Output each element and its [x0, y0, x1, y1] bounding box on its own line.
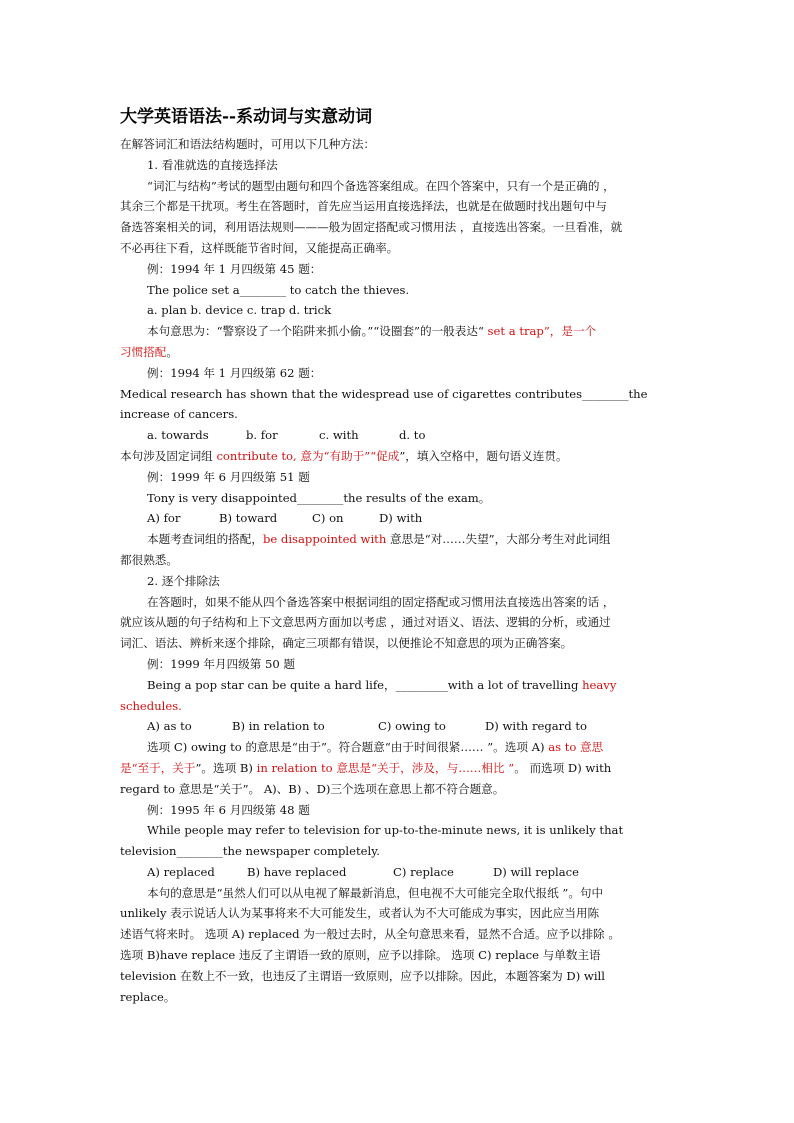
explanation-text: 。 而选项 D) with	[514, 760, 612, 775]
example-choices	[120, 425, 700, 446]
choice: D) with	[379, 511, 423, 526]
document-body	[120, 104, 700, 1007]
explanation-line	[120, 342, 700, 363]
paragraph-line: 备选答案相关的词，利用语法规则———般为固定搭配或习惯用法 ，直接选出答案。一旦看准，就	[120, 220, 623, 235]
highlight-text: in relation to 意思是“关于，涉及，与……相比 ”	[256, 760, 515, 775]
choice: C) on	[312, 511, 344, 526]
choice: C) replace	[393, 864, 454, 879]
example-label: 例：1994 年 1 月四级第 45 题：	[147, 261, 322, 276]
explanation-text: 。	[166, 344, 178, 359]
example-question: While people may refer to television for up-to-the-minute news, it is unlikely that	[147, 823, 624, 838]
explanation-text: 本句意思为：“警察设了一个陷阱来抓小偷。”“设圈套”的一般表达“	[147, 324, 484, 339]
example-choices	[120, 862, 700, 883]
explanation-text: 选项 C) owing to 的意思是“由于”。符合题意“由于时间很紧…… ”。选项 A)	[147, 740, 549, 755]
choice: C) owing to	[378, 719, 446, 734]
highlight-text: contribute to, 意为“有助于”“促成	[216, 448, 400, 463]
example-choices	[120, 716, 700, 737]
explanation-line	[120, 446, 700, 467]
paragraph-line: “词汇与结构”考试的题型由题句和四个备选答案组成。在四个答案中，只有一个是正确的 ，	[147, 178, 615, 193]
highlight-text: 是“至于，关于	[120, 760, 196, 775]
highlight-text: as to 意思	[548, 740, 604, 755]
example-choices	[120, 508, 700, 529]
explanation-line: unlikely 表示说话人认为某事将来不大可能发生，或者认为不大可能成为事实，因此应当用陈	[120, 906, 600, 921]
choice: A) replaced	[147, 864, 215, 879]
paragraph-line: 不必再往下看，这样既能节省时间，又能提高正确率。	[120, 240, 399, 255]
example-label: 例：1994 年 1 月四级第 62 题：	[147, 365, 322, 380]
question-text: Being a pop star can be quite a hard life，_________with a lot of travelling	[147, 677, 583, 692]
choice: d. to	[399, 428, 426, 443]
paragraph-line: 在答题时，如果不能从四个备选答案中根据词组的固定搭配或习惯用法直接选出答案的话 ，	[147, 594, 615, 609]
choice: D) with regard to	[485, 719, 587, 734]
example-label: 例：1999 年月四级第 50 题	[147, 656, 296, 671]
example-question: The police set a________ to catch the thieves.	[147, 282, 410, 297]
explanation-line: 述语气将来时。 选项 A) replaced 为一般过去时，从全句意思来看，显然不合适。应予以排除 。	[120, 927, 620, 942]
example-label: 例：1995 年 6 月四级第 48 题	[147, 802, 310, 817]
choice: A) as to	[147, 719, 192, 734]
section-1-heading: 1. 看准就选的直接选择法	[147, 157, 278, 172]
choice: D) will replace	[493, 864, 580, 879]
explanation-line	[120, 321, 700, 342]
highlight-text: be disappointed with	[262, 532, 387, 547]
explanation-text: ”，填入空格中，题句语义连贯。	[399, 448, 568, 463]
choice: c. with	[319, 428, 359, 443]
explanation-line	[120, 737, 700, 758]
explanation-text: 本题考查词组的搭配，	[147, 532, 263, 547]
choice: A) for	[147, 511, 181, 526]
highlight-text: heavy	[582, 677, 617, 692]
explanation-line	[120, 758, 700, 779]
paragraph-line: 其余三个都是干扰项。考生在答题时，首先应当运用直接选择法，也就是在做题时找出题句中与	[120, 199, 607, 214]
section-2-heading: 2. 逐个排除法	[147, 573, 220, 588]
explanation-line	[120, 529, 700, 550]
example-question	[120, 675, 700, 696]
intro-line: 在解答词汇和语法结构题时，可用以下几种方法：	[120, 137, 376, 151]
paragraph-line: 就应该从题的句子结构和上下文意思两方面加以考虑 ，通过对语义、语法、逻辑的分析，或通过	[120, 615, 611, 630]
explanation-line: replace。	[120, 989, 176, 1004]
example-question: Medical research has shown that the widespread use of cigarettes contributes________the	[120, 386, 648, 401]
example-question: Tony is very disappointed________the results of the exam。	[147, 490, 491, 505]
explanation-line: television 在数上不一致，也违反了主谓语一致原则，应予以排除。因此，本题答案为 D) will	[120, 968, 605, 983]
choice: B) have replaced	[247, 864, 347, 879]
example-question: schedules.	[120, 698, 182, 713]
example-question: television________the newspaper completely.	[120, 844, 380, 859]
explanation-text: ”。选项 B)	[195, 760, 257, 775]
paragraph-line: 词汇、语法、辨析来逐个排除，确定三项都有错误，以便推论不知意思的项为正确答案。	[120, 636, 573, 651]
choice: B) toward	[219, 511, 278, 526]
page-title: 大学英语语法--系动词与实意动词	[120, 107, 373, 127]
explanation-line: regard to 意思是“关于”。 A)、B) 、D)三个选项在意思上都不符合题意。	[120, 781, 505, 796]
choice: a. towards	[147, 428, 209, 443]
explanation-line: 都很熟悉。	[120, 552, 178, 567]
example-choices: a. plan b. device c. trap d. trick	[147, 303, 332, 318]
highlight-text: 习惯搭配	[120, 344, 167, 359]
highlight-text: set a trap”，是一个	[483, 324, 597, 339]
example-question: increase of cancers.	[120, 407, 238, 422]
explanation-text: 本句涉及固定词组	[120, 448, 217, 463]
example-label: 例：1999 年 6 月四级第 51 题	[147, 469, 310, 484]
explanation-line: 选项 B)have replace 违反了主谓语一致的原则，应予以排除。 选项 C) replace 与单数主语	[120, 948, 601, 963]
explanation-line: 本句的意思是“虽然人们可以从电视了解最新消息，但电视不大可能完全取代报纸 ”。句中	[147, 885, 604, 900]
choice: b. for	[246, 428, 278, 443]
choice: B) in relation to	[232, 719, 325, 734]
explanation-text: 意思是“对……失望”，大部分考生对此词组	[386, 532, 611, 547]
